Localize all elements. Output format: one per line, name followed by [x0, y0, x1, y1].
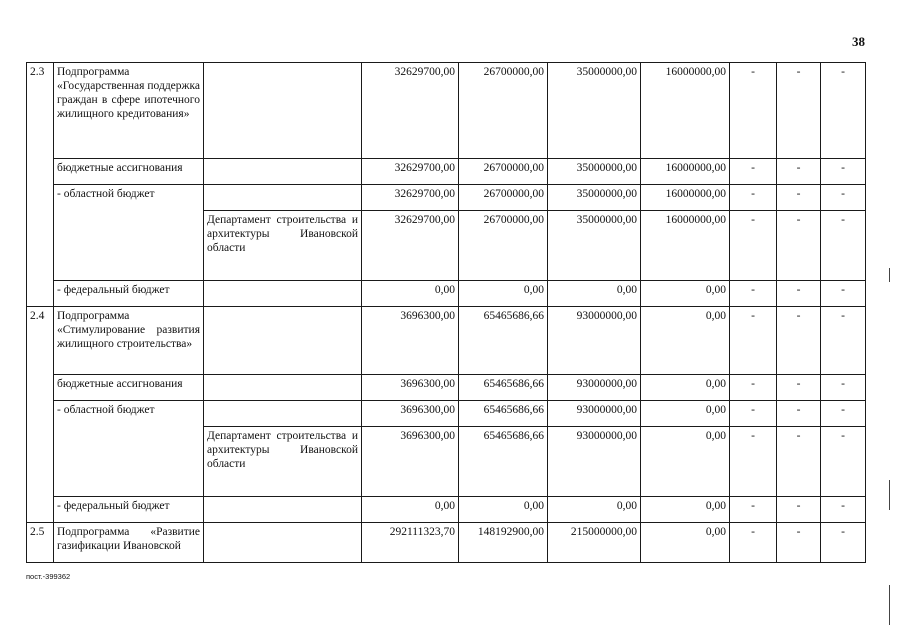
- dash-cell: -: [821, 427, 866, 497]
- table-row: [27, 159, 866, 185]
- amount-cell: 93000000,00: [548, 401, 641, 427]
- amount-cell: 0,00: [362, 497, 459, 523]
- row-number-cell: 2.5: [27, 523, 54, 563]
- row-name-cell: - областной бюджет: [54, 401, 204, 427]
- dash-cell: -: [821, 523, 866, 563]
- dash-cell: -: [777, 497, 821, 523]
- dash-cell: -: [821, 159, 866, 185]
- table-row: [27, 523, 866, 563]
- dash-cell: -: [730, 307, 777, 375]
- amount-cell: 26700000,00: [459, 159, 548, 185]
- amount-cell: 0,00: [641, 375, 730, 401]
- amount-cell: 32629700,00: [362, 185, 459, 211]
- amount-cell: 0,00: [641, 307, 730, 375]
- table-row: [27, 427, 866, 497]
- amount-cell: 0,00: [641, 401, 730, 427]
- amount-cell: 16000000,00: [641, 185, 730, 211]
- amount-cell: 65465686,66: [459, 307, 548, 375]
- amount-cell: 0,00: [641, 281, 730, 307]
- amount-cell: 292111323,70: [362, 523, 459, 563]
- dash-cell: -: [821, 497, 866, 523]
- amount-cell: 35000000,00: [548, 185, 641, 211]
- amount-cell: 3696300,00: [362, 427, 459, 497]
- dash-cell: -: [730, 281, 777, 307]
- amount-cell: 0,00: [362, 281, 459, 307]
- row-name-cell: Подпрограмма «Государственная поддержка граждан в сфере ипотечного жилищного кредитования»: [54, 63, 204, 159]
- amount-cell: 35000000,00: [548, 63, 641, 159]
- executor-cell: [204, 523, 362, 563]
- row-number-cell: [27, 375, 54, 401]
- amount-cell: 0,00: [641, 497, 730, 523]
- dash-cell: -: [777, 307, 821, 375]
- dash-cell: -: [730, 401, 777, 427]
- amount-cell: 16000000,00: [641, 211, 730, 281]
- amount-cell: 32629700,00: [362, 159, 459, 185]
- dash-cell: -: [730, 159, 777, 185]
- amount-cell: 32629700,00: [362, 63, 459, 159]
- dash-cell: -: [730, 523, 777, 563]
- dash-cell: -: [777, 523, 821, 563]
- amount-cell: 93000000,00: [548, 427, 641, 497]
- amount-cell: 0,00: [548, 497, 641, 523]
- amount-cell: 65465686,66: [459, 427, 548, 497]
- executor-cell: [204, 159, 362, 185]
- table-row: [27, 401, 866, 427]
- dash-cell: -: [777, 185, 821, 211]
- dash-cell: -: [821, 375, 866, 401]
- dash-cell: -: [821, 63, 866, 159]
- row-number-cell: 2.4: [27, 307, 54, 375]
- table-row: [27, 375, 866, 401]
- dash-cell: -: [777, 63, 821, 159]
- page-number: 38: [852, 34, 865, 49]
- amount-cell: 0,00: [641, 427, 730, 497]
- row-name-cell: бюджетные ассигнования: [54, 159, 204, 185]
- executor-cell: [204, 307, 362, 375]
- dash-cell: -: [821, 211, 866, 281]
- row-number-cell: [27, 497, 54, 523]
- row-number-cell: [27, 211, 54, 281]
- amount-cell: 65465686,66: [459, 401, 548, 427]
- amount-cell: 26700000,00: [459, 185, 548, 211]
- scan-edge-mark: [889, 480, 890, 510]
- table-row: [27, 307, 866, 375]
- row-name-cell: бюджетные ассигнования: [54, 375, 204, 401]
- document-code: пост.-399362: [26, 572, 71, 581]
- table-row: [27, 497, 866, 523]
- amount-cell: 35000000,00: [548, 211, 641, 281]
- row-number-cell: [27, 185, 54, 211]
- row-number-cell: [27, 159, 54, 185]
- executor-cell: [204, 401, 362, 427]
- amount-cell: 16000000,00: [641, 63, 730, 159]
- amount-cell: 16000000,00: [641, 159, 730, 185]
- dash-cell: -: [730, 375, 777, 401]
- row-number-cell: [27, 281, 54, 307]
- amount-cell: 93000000,00: [548, 375, 641, 401]
- scan-edge-mark: [889, 585, 890, 625]
- amount-cell: 0,00: [459, 497, 548, 523]
- dash-cell: -: [777, 281, 821, 307]
- amount-cell: 26700000,00: [459, 211, 548, 281]
- table-row: [27, 211, 866, 281]
- table-row: [27, 63, 866, 159]
- dash-cell: -: [821, 281, 866, 307]
- table-row: [27, 281, 866, 307]
- amount-cell: 0,00: [641, 523, 730, 563]
- row-name-cell: - областной бюджет: [54, 185, 204, 211]
- executor-cell: [204, 497, 362, 523]
- dash-cell: -: [821, 307, 866, 375]
- dash-cell: -: [777, 211, 821, 281]
- executor-cell: [204, 185, 362, 211]
- dash-cell: -: [730, 211, 777, 281]
- row-name-cell: Подпрограмма «Развитие газификации Ивановской: [54, 523, 204, 563]
- dash-cell: -: [730, 427, 777, 497]
- amount-cell: 35000000,00: [548, 159, 641, 185]
- amount-cell: 3696300,00: [362, 401, 459, 427]
- executor-cell: [204, 63, 362, 159]
- dash-cell: -: [730, 497, 777, 523]
- executor-cell: Департамент строительства и архитектуры Ивановской области: [204, 211, 362, 281]
- amount-cell: 148192900,00: [459, 523, 548, 563]
- row-number-cell: 2.3: [27, 63, 54, 159]
- amount-cell: 32629700,00: [362, 211, 459, 281]
- table-body: [27, 63, 866, 563]
- dash-cell: -: [777, 159, 821, 185]
- row-number-cell: [27, 427, 54, 497]
- row-name-cell: [54, 427, 204, 497]
- scan-edge-mark: [889, 268, 890, 282]
- row-name-cell: [54, 211, 204, 281]
- amount-cell: 26700000,00: [459, 63, 548, 159]
- amount-cell: 65465686,66: [459, 375, 548, 401]
- budget-table: [26, 62, 866, 563]
- dash-cell: -: [777, 401, 821, 427]
- amount-cell: 0,00: [459, 281, 548, 307]
- amount-cell: 215000000,00: [548, 523, 641, 563]
- row-name-cell: - федеральный бюджет: [54, 281, 204, 307]
- executor-cell: [204, 375, 362, 401]
- row-name-cell: - федеральный бюджет: [54, 497, 204, 523]
- dash-cell: -: [821, 401, 866, 427]
- dash-cell: -: [777, 375, 821, 401]
- amount-cell: 93000000,00: [548, 307, 641, 375]
- amount-cell: 0,00: [548, 281, 641, 307]
- dash-cell: -: [730, 185, 777, 211]
- dash-cell: -: [730, 63, 777, 159]
- dash-cell: -: [821, 185, 866, 211]
- row-number-cell: [27, 401, 54, 427]
- executor-cell: [204, 281, 362, 307]
- amount-cell: 3696300,00: [362, 375, 459, 401]
- row-name-cell: Подпрограмма «Стимулирование развития жилищного строительства»: [54, 307, 204, 375]
- dash-cell: -: [777, 427, 821, 497]
- table-row: [27, 185, 866, 211]
- executor-cell: Департамент строительства и архитектуры Ивановской области: [204, 427, 362, 497]
- amount-cell: 3696300,00: [362, 307, 459, 375]
